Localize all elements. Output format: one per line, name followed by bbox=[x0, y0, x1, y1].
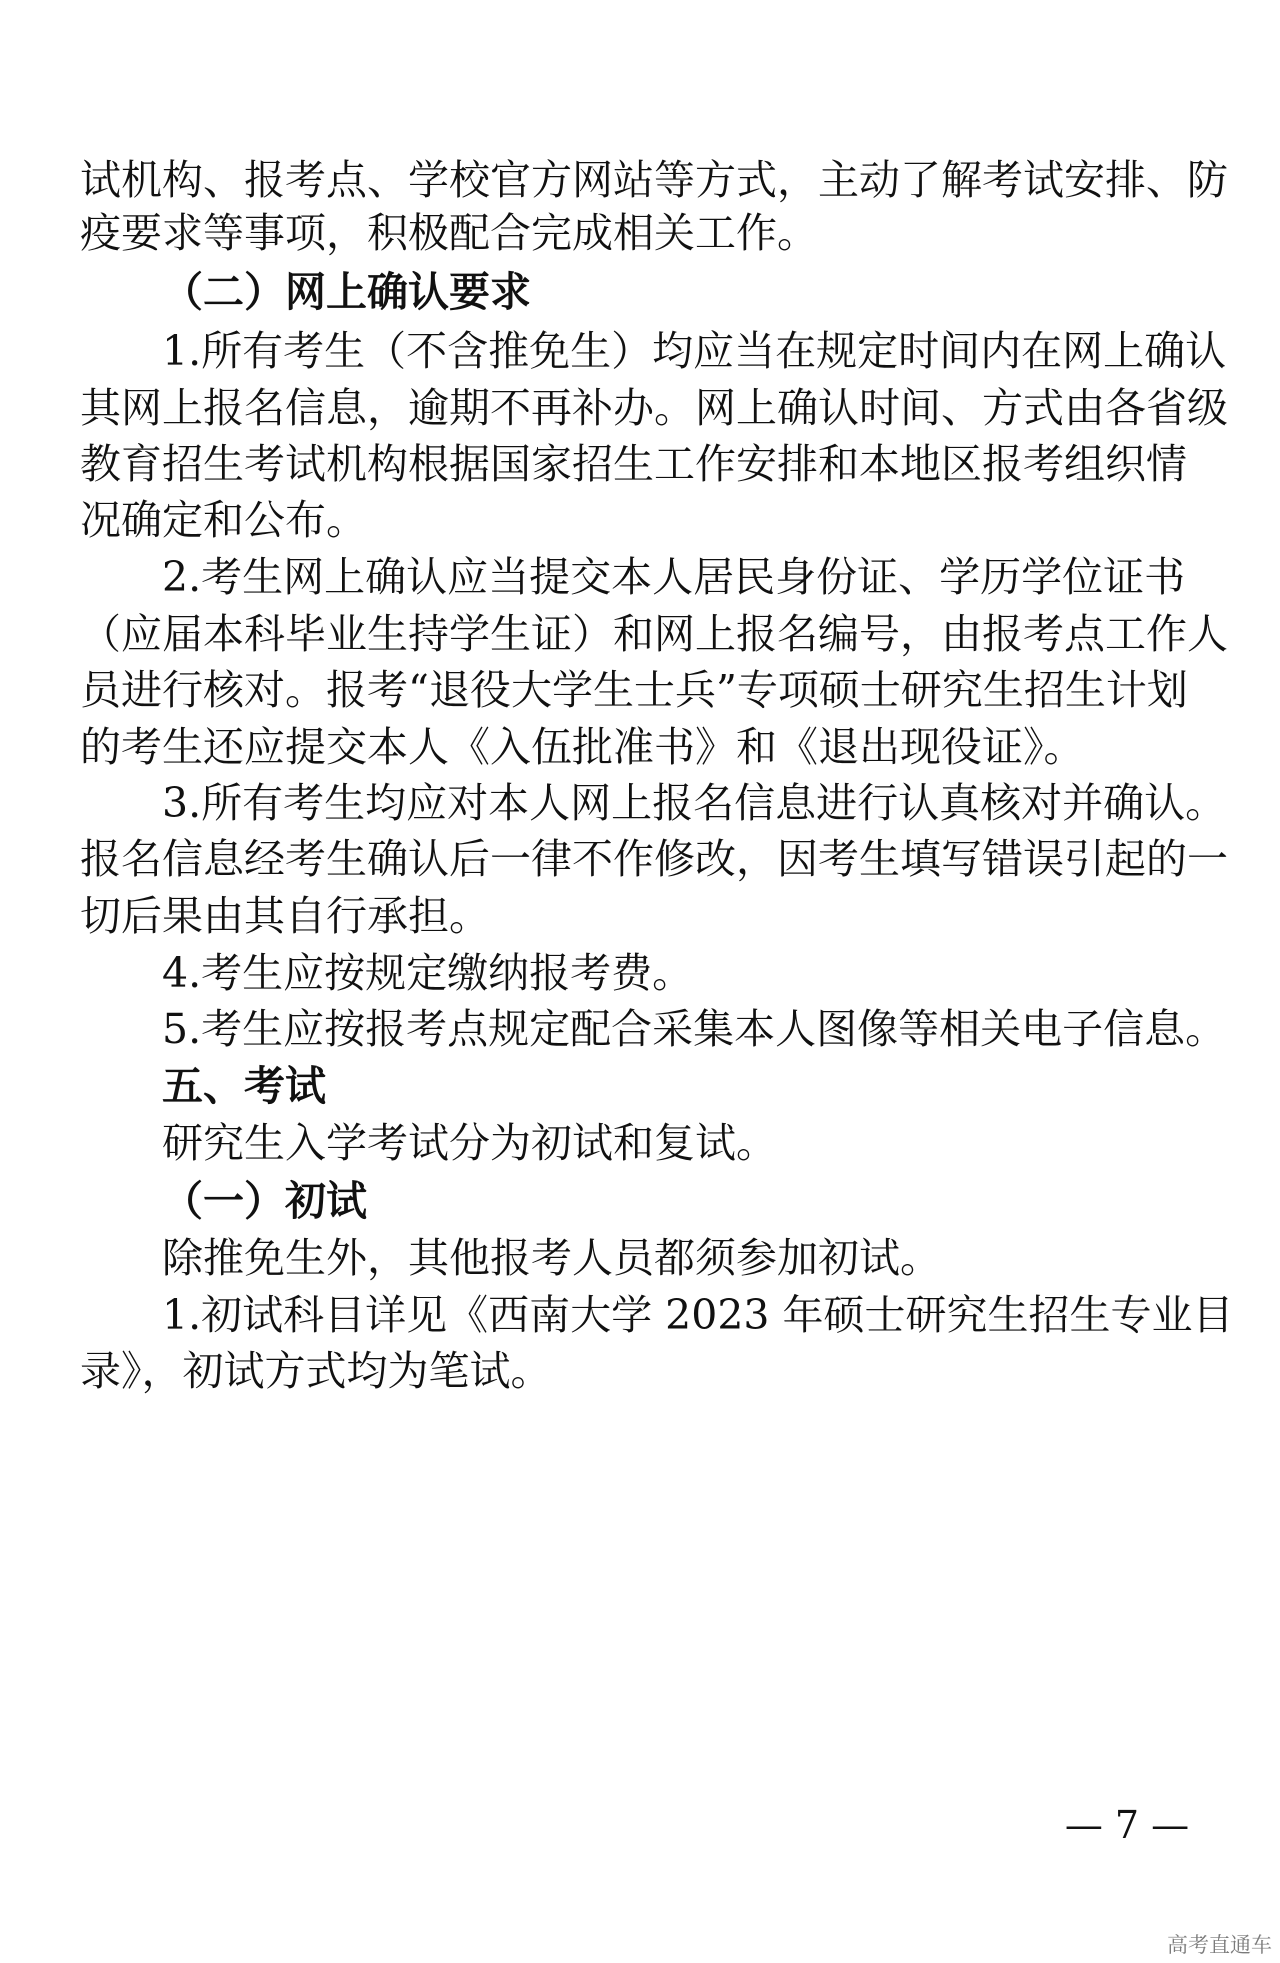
text-line: 除推免生外，其他报考人员都须参加初试。 bbox=[162, 1234, 941, 1282]
text-line: 切后果由其自行承担。 bbox=[80, 892, 490, 940]
text-line: 的考生还应提交本人《入伍批准书》和《退出现役证》。 bbox=[80, 723, 1085, 771]
text-line: 1.初试科目详见《西南大学 2023 年硕士研究生招生专业目 bbox=[162, 1291, 1234, 1339]
text-line: （应届本科毕业生持学生证）和网上报名编号，由报考点工作人 bbox=[80, 610, 1228, 658]
text-line: 疫要求等事项，积极配合完成相关工作。 bbox=[80, 209, 818, 257]
text-line: 报名信息经考生确认后一律不作修改，因考生填写错误引起的一 bbox=[80, 835, 1228, 883]
text-line: 员进行核对。报考“退役大学生士兵”专项硕士研究生招生计划 bbox=[80, 666, 1188, 714]
text-line: 1.所有考生（不含推免生）均应当在规定时间内在网上确认 bbox=[162, 327, 1227, 375]
subsection-heading: （一）初试 bbox=[162, 1177, 367, 1225]
text-line: 5.考生应按报考点规定配合采集本人图像等相关电子信息。 bbox=[162, 1005, 1227, 1053]
text-line: 其网上报名信息，逾期不再补办。网上确认时间、方式由各省级 bbox=[80, 384, 1228, 432]
text-line: 2.考生网上确认应当提交本人居民身份证、学历学位证书 bbox=[162, 553, 1186, 601]
watermark: 高考直通车 bbox=[1167, 1933, 1272, 1957]
section-heading: （二）网上确认要求 bbox=[162, 268, 531, 316]
page-number: — 7 — bbox=[1064, 1803, 1190, 1847]
text-line: 教育招生考试机构根据国家招生工作安排和本地区报考组织情 bbox=[80, 440, 1187, 488]
text-line: 3.所有考生均应对本人网上报名信息进行认真核对并确认。 bbox=[162, 779, 1227, 827]
text-line: 况确定和公布。 bbox=[80, 496, 367, 544]
section-heading: 五、考试 bbox=[162, 1062, 326, 1110]
text-line: 试机构、报考点、学校官方网站等方式，主动了解考试安排、防 bbox=[80, 156, 1228, 204]
text-line: 研究生入学考试分为初试和复试。 bbox=[162, 1119, 777, 1167]
text-line: 录》，初试方式均为笔试。 bbox=[80, 1347, 552, 1395]
text-line: 4.考生应按规定缴纳报考费。 bbox=[162, 949, 694, 997]
